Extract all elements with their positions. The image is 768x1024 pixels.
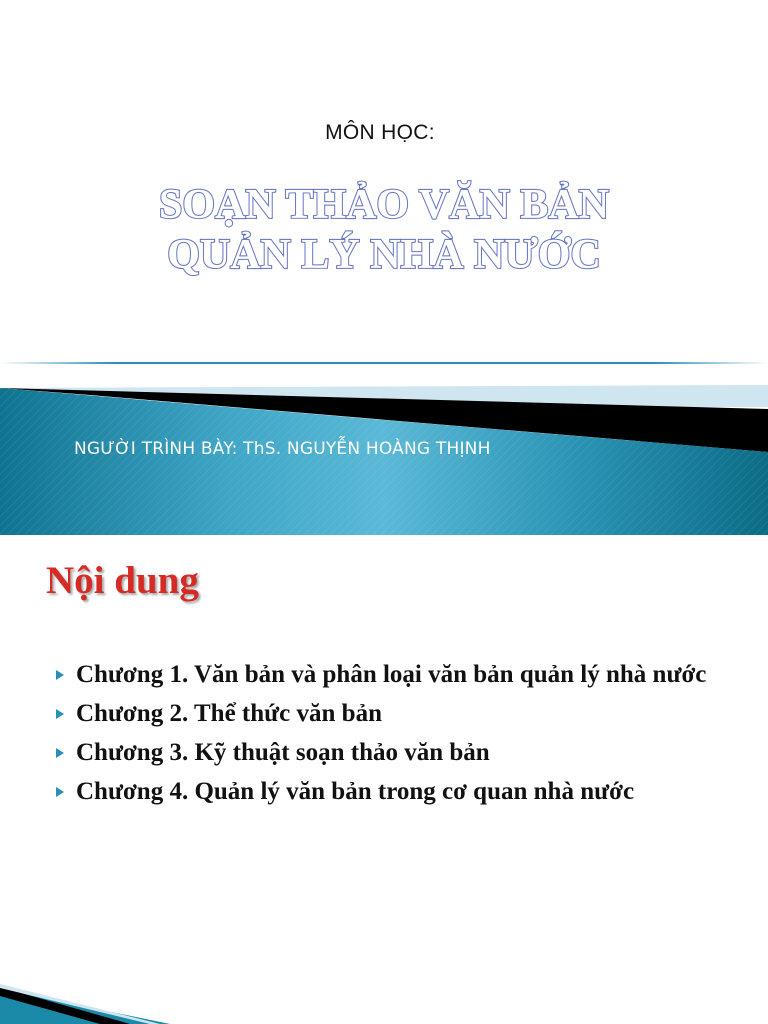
list-item bbox=[56, 696, 756, 731]
chapter-text: Chương 2. Thể thức văn bản bbox=[76, 700, 382, 727]
course-title-line-1: SOẠN THẢO VĂN BẢN bbox=[158, 182, 610, 228]
chapter-text: Chương 1. Văn bản và phân loại văn bản quản lý nhà nước bbox=[76, 661, 707, 688]
course-title bbox=[0, 180, 768, 280]
triangle-bullet-icon bbox=[56, 748, 64, 758]
triangle-bullet-icon bbox=[56, 787, 64, 797]
contents-heading: Nội dung bbox=[46, 559, 199, 602]
chapter-text: Chương 3. Kỹ thuật soạn thảo văn bản bbox=[76, 739, 490, 766]
list-item bbox=[56, 774, 756, 809]
list-item bbox=[56, 657, 716, 692]
footer-decoration bbox=[0, 984, 200, 1024]
presenter-label: NGƯỜI TRÌNH BÀY: ThS. NGUYỄN HOÀNG THỊNH bbox=[74, 439, 491, 459]
chapter-text: Chương 4. Quản lý văn bản trong cơ quan nhà nước bbox=[76, 778, 635, 805]
triangle-bullet-icon bbox=[56, 670, 64, 680]
list-item bbox=[56, 735, 756, 770]
triangle-bullet-icon bbox=[56, 709, 64, 719]
chapter-list bbox=[56, 657, 756, 813]
course-title-line-2: QUẢN LÝ NHÀ NƯỚC bbox=[167, 232, 601, 278]
divider-line bbox=[0, 362, 768, 364]
course-label: MÔN HỌC: bbox=[325, 121, 435, 144]
